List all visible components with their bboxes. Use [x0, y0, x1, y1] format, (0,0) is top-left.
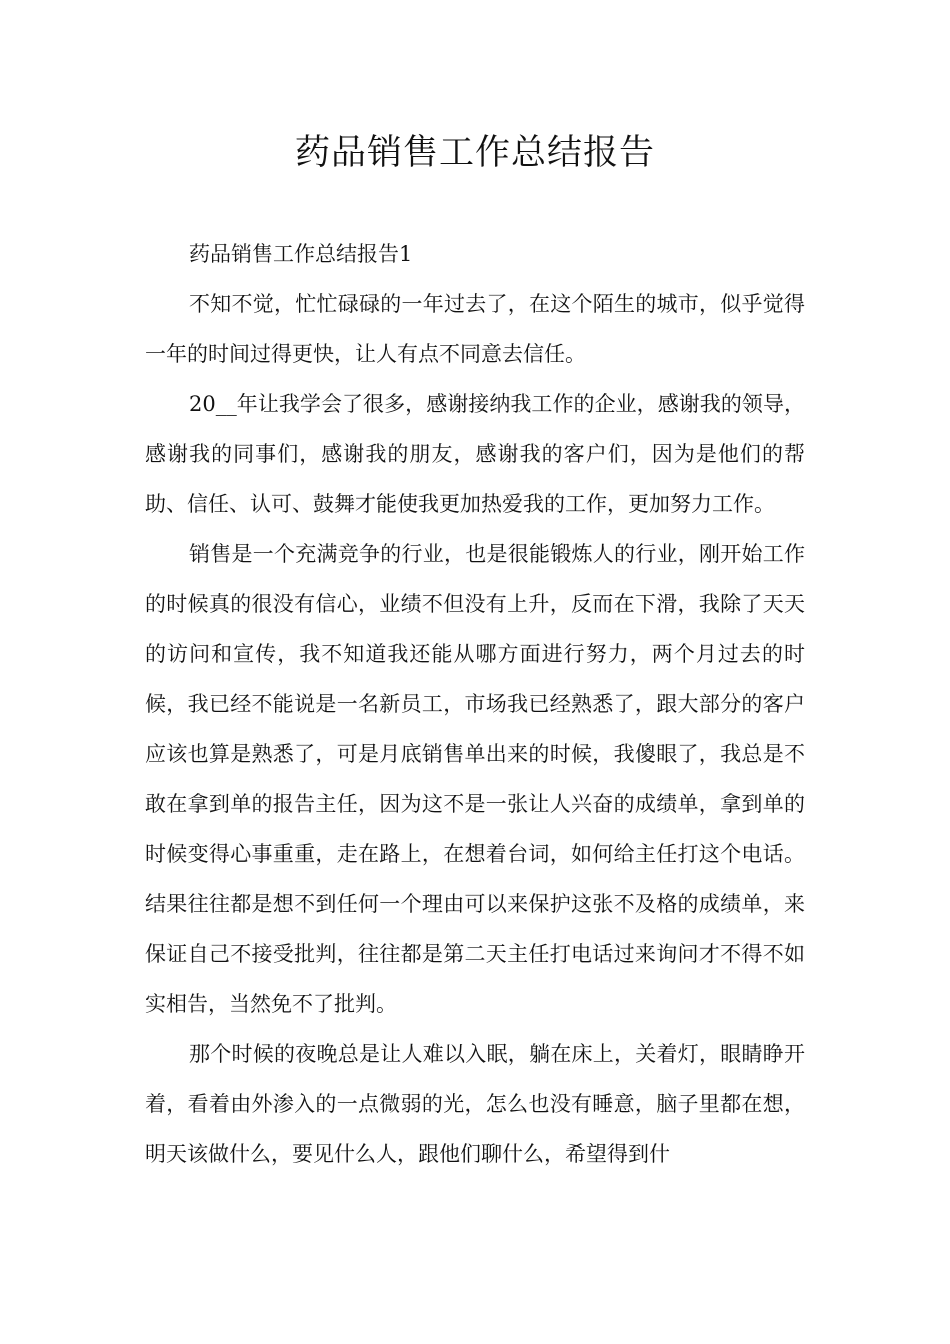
document-body [145, 229, 805, 1179]
paragraph-1: 不知不觉，忙忙碌碌的一年过去了，在这个陌生的城市，似乎觉得一年的时间过得更快，让人有点不同意去信任。 [145, 292, 805, 366]
document-title: 药品销售工作总结报告 [294, 133, 655, 173]
paragraph-4: 那个时候的夜晚总是让人难以入眠，躺在床上，关着灯，眼睛睁开着，看着由外渗入的一点微弱的光，怎么也没有睡意，脑子里都在想，明天该做什么，要见什么人，跟他们聊什么，希望得到什 [145, 1042, 805, 1166]
paragraph-3: 销售是一个充满竞争的行业，也是很能锻炼人的行业，刚开始工作的时候真的很没有信心，业绩不但没有上升，反而在下滑，我除了天天的访问和宣传，我不知道我还能从哪方面进行努力，两个月过去的时候，我已经不能说是一名新员工，市场我已经熟悉了，跟大部分的客户应该也算是熟悉了，可是月底销售单出来的时候，我傻眼了，我总是不敢在拿到单的报告主任，因为这不是一张让人兴奋的成绩单，拿到单的时候变得心事重重，走在路上，在想着台词，如何给主任打这个电话。结果往往都是想不到任何一个理由可以来保护这张不及格的成绩单，来保证自己不接受批判，往往都是第二天主任打电话过来询问才不得不如实相告，当然免不了批判。 [145, 542, 805, 1016]
section-heading: 药品销售工作总结报告1 [189, 242, 413, 266]
paragraph-2: 20__年让我学会了很多，感谢接纳我工作的企业，感谢我的领导，感谢我的同事们，感谢我的朋友，感谢我的客户们，因为是他们的帮助、信任、认可、鼓舞才能使我更加热爱我的工作，更加努力工作。 [145, 392, 805, 516]
